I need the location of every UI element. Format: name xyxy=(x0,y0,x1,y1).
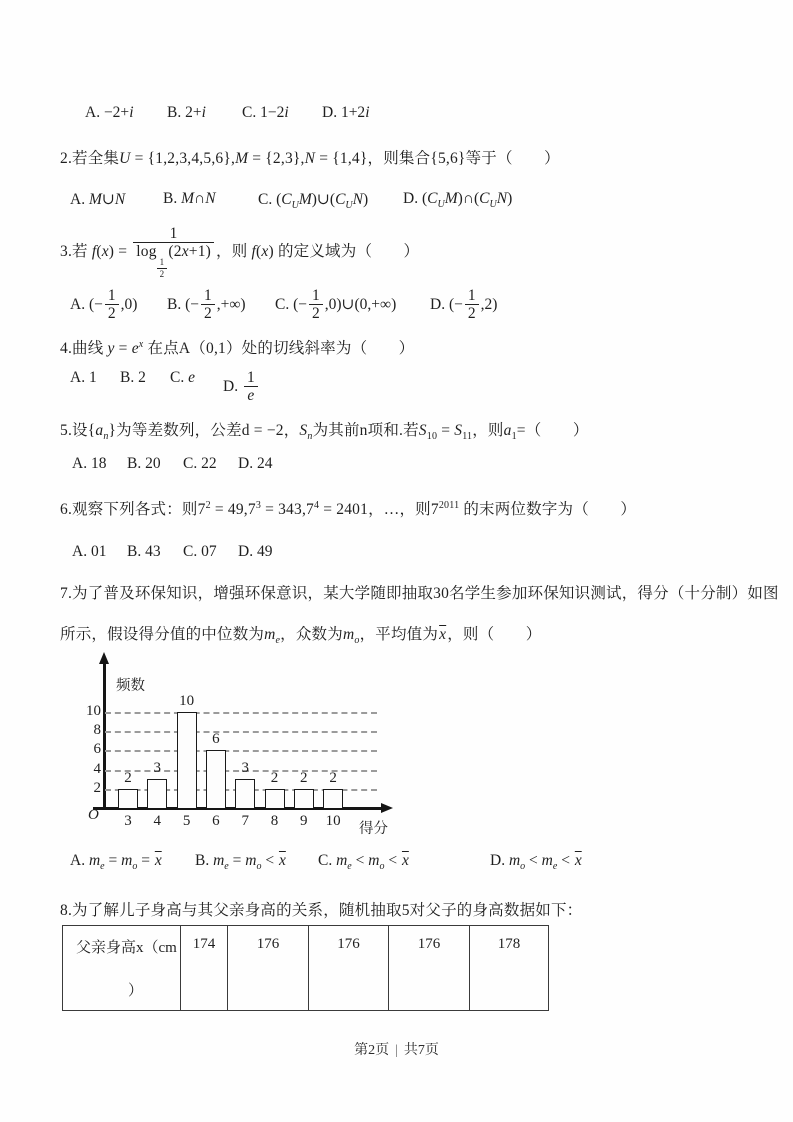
table-cell: 176 xyxy=(228,926,309,1011)
q7-option-b: B. $m_e = m_o < \overline{x}$ xyxy=(195,852,286,873)
x-tick-label: 5 xyxy=(182,813,191,829)
bar-value-label: 3 xyxy=(241,760,249,777)
y-axis-label: 频数 xyxy=(116,678,145,694)
y-tick-label: 8 xyxy=(93,722,101,739)
y-tick-label: 10 xyxy=(86,703,101,719)
gridline xyxy=(105,712,377,714)
x-tick-label: 6 xyxy=(212,813,220,829)
x-tick-label: 9 xyxy=(300,813,308,829)
y-tick-label: 6 xyxy=(93,741,101,758)
x-tick-label: 10 xyxy=(325,813,341,829)
q2-option-c: C. $(C_UM)\cup(C_UN)$ xyxy=(258,191,369,212)
q6-option-b: B. 43 xyxy=(127,543,161,560)
q4-options-row xyxy=(0,369,793,405)
bar-value-label: 2 xyxy=(300,769,308,786)
page-footer xyxy=(0,1039,793,1059)
bar-score-5 xyxy=(177,712,197,808)
bar-score-8 xyxy=(265,789,285,808)
bar-score-9 xyxy=(294,789,314,808)
q3-option-b: B. (− $\frac{1}{2}$ ,+∞) xyxy=(167,287,246,323)
table-cell: 178 xyxy=(470,926,549,1011)
q7-options-row xyxy=(0,852,793,873)
q5-option-b: B. 20 xyxy=(127,455,161,472)
q6-option-a: A. 01 xyxy=(72,543,107,560)
footer-page-number: 第2页 xyxy=(354,1043,390,1058)
q3-option-c: C. (− $\frac{1}{2}$ ,0)∪(0,+∞) xyxy=(275,287,397,323)
q5-options-row xyxy=(0,455,793,472)
origin-label: O xyxy=(88,807,99,823)
footer-total-pages: 共7页 xyxy=(403,1043,439,1058)
q5-option-a: A. 18 xyxy=(72,455,107,472)
table-header-father-height xyxy=(63,926,181,1011)
q4-option-d: D. $\frac{1}{e}$ xyxy=(223,369,260,406)
y-tick-label: 2 xyxy=(93,779,101,796)
x-axis-arrow-icon xyxy=(381,803,393,813)
y-axis-arrow-icon xyxy=(99,652,109,664)
q3-option-d: D. (− $\frac{1}{2}$ ,2) xyxy=(430,287,498,323)
question-3-stem: 3.若 f(x) = 1 log $\frac{1}{2}$ (2x+1) ，则 f(x) 的定义域为（ ） xyxy=(60,225,420,279)
table-cell: 174 xyxy=(181,926,228,1011)
table-header-line1: 父亲身高x（cm xyxy=(76,940,177,956)
bar-value-label: 10 xyxy=(179,693,195,709)
q3-options-row xyxy=(0,287,793,323)
question-7-stem-line2: 所示，假设得分值的中位数为$m_e$，众数为$m_o$，平均值为$\overline{x}$，则（ ） xyxy=(60,626,542,647)
x-axis-label: 得分 xyxy=(359,821,388,837)
bar-score-3 xyxy=(118,789,138,808)
q5-option-c: C. 22 xyxy=(183,455,217,472)
question-8-stem: 8.为了解儿子身高与其父亲身高的关系，随机抽取5对父子的身高数据如下： xyxy=(60,902,583,919)
table-cell: 176 xyxy=(309,926,389,1011)
q4-option-a: A. 1 xyxy=(70,369,97,386)
q1-option-c: C. 1−2i xyxy=(242,104,289,121)
gridline xyxy=(105,750,377,752)
q6-option-d: D. 49 xyxy=(238,543,273,560)
question-5-stem: 5.设$\{a_n\}$为等差数列，公差d = −2，$S_n$为其前n项和.若$S_{10} = S_{11}$，则$a_1=$（ ） xyxy=(60,422,589,443)
q6-option-c: C. 07 xyxy=(183,543,217,560)
question-4-stem: 4.曲线 $y = e^x$ 在点A（0,1）处的切线斜率为（ ） xyxy=(60,338,415,357)
q3-option-a: A. (− $\frac{1}{2}$ ,0) xyxy=(70,287,138,323)
q6-options-row xyxy=(0,543,793,560)
bar-score-6 xyxy=(206,750,226,808)
bar-score-4 xyxy=(147,779,167,808)
bar-score-10 xyxy=(323,789,343,808)
q7-option-a: A. $m_e = m_o = \overline{x}$ xyxy=(70,852,162,873)
question-6-stem: 6.观察下列各式：则$7^2 = 49,7^3 = 343,7^4 = 2401$，…，则$7^{2011}$ 的末两位数字为（ ） xyxy=(60,499,637,518)
q2-option-d: D. $(C_UM)\cap(C_UN)$ xyxy=(403,190,513,211)
bar-value-label: 2 xyxy=(329,769,337,786)
height-data-table xyxy=(62,925,549,1011)
bar-score-7 xyxy=(235,779,255,808)
q7-option-d: D. $m_o < m_e < \overline{x}$ xyxy=(490,852,582,873)
q1-options-row xyxy=(0,104,793,121)
bar-value-label: 3 xyxy=(153,760,162,777)
q7-option-c: C. $m_e < m_o < \overline{x}$ xyxy=(318,852,409,873)
y-tick-label: 4 xyxy=(93,760,101,777)
footer-separator: | xyxy=(395,1043,398,1058)
q5-option-d: D. 24 xyxy=(238,455,273,472)
q2-option-b: B. M∩N xyxy=(163,190,216,207)
q4-option-b: B. 2 xyxy=(120,369,146,386)
q1-option-d: D. 1+2i xyxy=(322,104,370,121)
question-7-stem-line1: 7.为了普及环保知识，增强环保意识，某大学随即抽取30名学生参加环保知识测试，得分（十分制）如图 xyxy=(60,585,779,602)
x-tick-label: 4 xyxy=(153,813,162,829)
q2-options-row xyxy=(0,190,793,212)
table-cell: 176 xyxy=(389,926,470,1011)
x-tick-label: 8 xyxy=(270,813,279,829)
q4-option-c: C. e xyxy=(170,369,195,386)
gridline xyxy=(105,731,377,733)
bar-value-label: 2 xyxy=(270,769,279,786)
q1-option-a: A. −2+i xyxy=(85,104,134,121)
score-bar-chart xyxy=(85,656,405,856)
table-header-line2: ） xyxy=(128,983,144,999)
q1-option-b: B. 2+i xyxy=(167,104,206,121)
bar-value-label: 2 xyxy=(124,769,132,786)
bar-value-label: 6 xyxy=(212,731,220,748)
q2-option-a: A. M∪N xyxy=(70,191,126,208)
x-tick-label: 3 xyxy=(124,813,132,829)
y-axis xyxy=(103,663,106,809)
table-row xyxy=(63,926,549,1011)
question-2-stem: 2.若全集U = {1,2,3,4,5,6},M = {2,3},N = {1,4}，则集合{5,6}等于（ ） xyxy=(60,150,560,167)
x-tick-label: 7 xyxy=(241,813,249,829)
